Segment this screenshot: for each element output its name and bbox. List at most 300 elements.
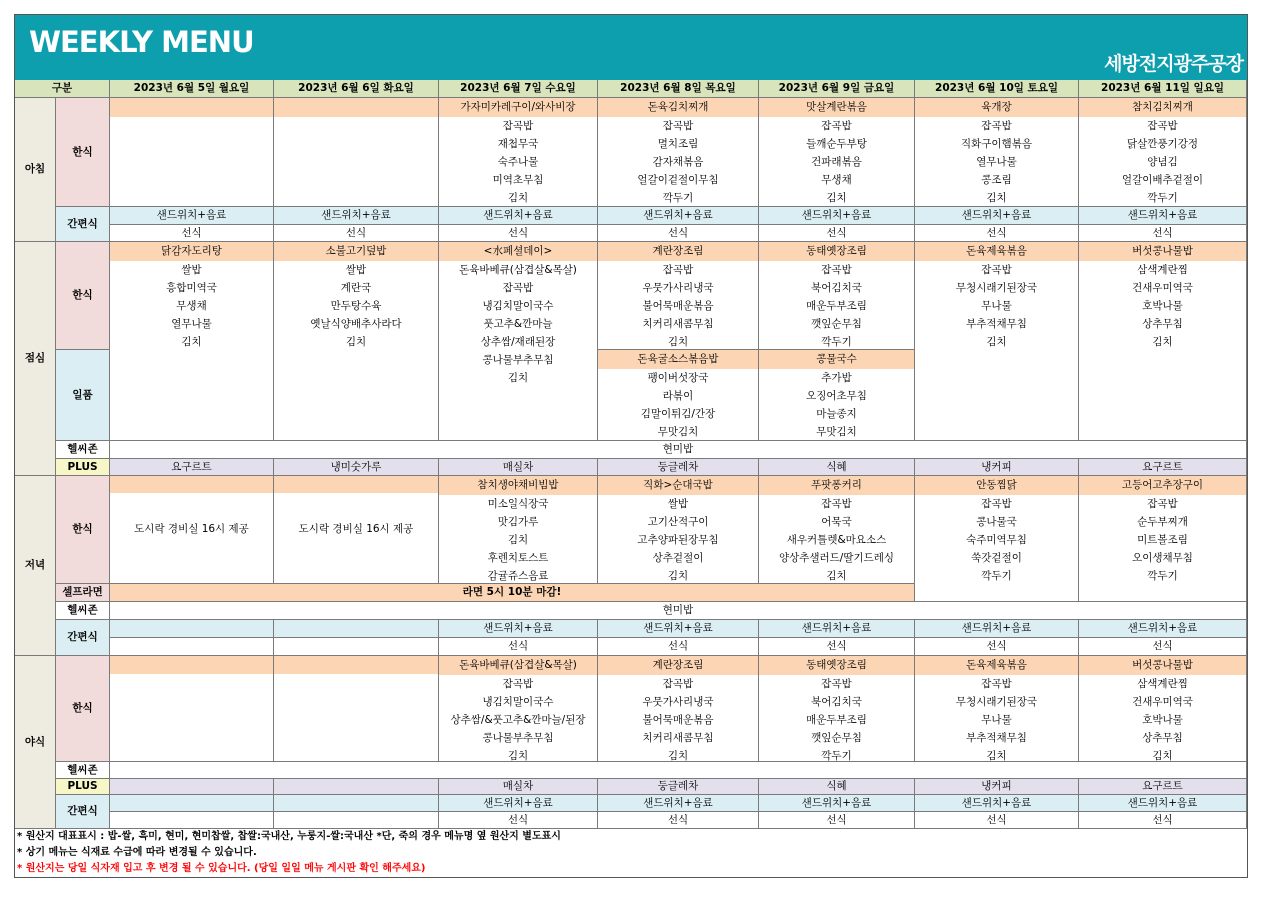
- main-dish: 안동찜닭: [915, 476, 1078, 495]
- menu-item: 북어김치국: [811, 282, 862, 294]
- main-dish: 육개장: [915, 98, 1078, 117]
- main-dish: 계란장조림: [598, 242, 758, 261]
- plus-item: [598, 459, 759, 476]
- menu-item: 깻잎순무침: [811, 732, 862, 744]
- seonsik-cell: [1079, 638, 1247, 656]
- menu-item: 샌드위치+음료: [643, 796, 713, 809]
- menu-item: 선식: [826, 640, 847, 652]
- night-menu: [759, 656, 915, 762]
- menu-item: 김치: [667, 570, 689, 582]
- menu-item: 잡곡밥: [821, 264, 852, 276]
- sandwich-cell: [110, 207, 274, 225]
- menu-item: 냉커피: [981, 460, 1012, 473]
- main-dish: 돈육김치찌개: [598, 98, 758, 117]
- menu-item: 잡곡밥: [821, 498, 852, 510]
- ilpum-menu: [759, 350, 915, 441]
- day-header: [1079, 80, 1247, 98]
- menu-item: 2023년 6월 8일 목요일: [620, 82, 736, 94]
- menu-item: 잡곡밥: [981, 498, 1012, 510]
- main-dish: 참치생야채비빔밥: [439, 476, 597, 495]
- menu-item: 간편식: [67, 217, 98, 230]
- menu-item: 불어묵매운볶음: [642, 300, 714, 312]
- health-zone-lunch: [110, 441, 1247, 459]
- menu-item: 잡곡밥: [981, 264, 1012, 276]
- menu-item: 샌드위치+음료: [961, 796, 1032, 809]
- sandwich-cell: [915, 795, 1079, 812]
- menu-item: 상추쌈/재래된장: [480, 336, 556, 348]
- menu-item: 깍두기: [821, 336, 852, 348]
- menu-item: 도시락 경비실 16시 제공: [298, 523, 414, 535]
- menu-item: 콩나물부추무침: [482, 354, 554, 366]
- breakfast-menu: [915, 98, 1079, 207]
- empty-cell: [274, 656, 439, 762]
- menu-item: 깍두기: [981, 570, 1012, 582]
- menu-item: 잡곡밥: [1147, 498, 1178, 510]
- menu-item: 선식: [986, 640, 1007, 652]
- main-dish: 닭감자도리탕: [110, 242, 273, 261]
- menu-item: 불어묵매운볶음: [642, 714, 714, 726]
- empty-cell: [274, 620, 439, 638]
- menu-item: 콩조림: [981, 174, 1012, 186]
- menu-item: 잡곡밥: [502, 282, 534, 294]
- main-dish: 참치김치찌개: [1079, 98, 1246, 117]
- main-dish-band: [274, 476, 438, 493]
- menu-item: 잡곡밥: [1147, 120, 1178, 132]
- menu-item: 샌드위치+음료: [483, 622, 553, 634]
- menu-item: 식혜: [826, 780, 847, 792]
- empty-cell: [110, 795, 274, 812]
- day-header: [439, 80, 598, 98]
- night-menu: [915, 656, 1079, 762]
- menu-item: 오이생채무침: [1132, 552, 1193, 564]
- main-dish: 소불고기덮밥: [274, 242, 438, 261]
- menu-item: 샌드위치+음료: [801, 209, 872, 221]
- menu-item: 둥글레차: [657, 460, 699, 473]
- menu-item: 들깨순두부탕: [806, 138, 867, 150]
- sub-label-health: [56, 762, 110, 779]
- sandwich-cell: [1079, 620, 1247, 638]
- main-dish: <水페셜데이>: [439, 242, 597, 261]
- menu-item: 2023년 6월 6일 화요일: [298, 82, 414, 94]
- menu-item: 김치: [181, 336, 202, 348]
- plus-item: [439, 459, 598, 476]
- menu-item: 무나물: [981, 714, 1012, 726]
- main-dish-band: [274, 98, 438, 117]
- sub-label-ganpyeon: [56, 207, 110, 242]
- sandwich-cell: [439, 795, 598, 812]
- menu-item: 숙주미역무침: [966, 534, 1027, 546]
- footnote-origin: * 원산지 대표표시 : 밥-쌀, 흑미, 현미, 현미찹쌀, 찹쌀:국내산, 누룽지-쌀:국내산 *단, 죽의 경우 메뉴명 옆 원산지 별도표시: [17, 831, 561, 842]
- menu-item: 잡곡밥: [821, 678, 852, 690]
- plus-item: [915, 779, 1079, 795]
- menu-item: 선식: [986, 226, 1007, 239]
- main-dish: 동태옛장조림: [759, 242, 914, 261]
- menu-item: 닭살깐풍기강정: [1126, 138, 1198, 150]
- menu-item: 건새우미역국: [1132, 282, 1193, 294]
- menu-item: 냉미숫가루: [330, 460, 382, 473]
- menu-item: 잡곡밥: [981, 678, 1012, 690]
- lunchbox-cell: [110, 476, 274, 584]
- sub-label-plus: [56, 779, 110, 795]
- menu-item: 구분: [51, 82, 73, 94]
- menu-item: 선식: [1152, 813, 1173, 826]
- menu-item: 김치: [986, 336, 1007, 348]
- menu-item: 열무나물: [171, 318, 212, 330]
- menu-item: 콩나물부추무침: [482, 732, 554, 744]
- menu-item: 상추쌈/&풋고추&깐마늘/된장: [450, 714, 586, 726]
- meal-label-dinner: [15, 476, 56, 656]
- empty-cell: [110, 620, 274, 638]
- menu-item: 잡곡밥: [981, 120, 1012, 132]
- seonsik-cell: [598, 225, 759, 242]
- menu-item: 계란국: [340, 282, 372, 294]
- health-zone-night: [110, 762, 1247, 779]
- menu-item: 샌드위치+음료: [483, 209, 553, 221]
- main-dish: 가자미카레구이/와사비장: [439, 98, 597, 117]
- menu-item: 부추적채무침: [966, 732, 1027, 744]
- menu-item: 깍두기: [1147, 570, 1178, 582]
- seonsik-cell: [439, 638, 598, 656]
- sub-label-health: [56, 441, 110, 459]
- header-gubun: [15, 80, 110, 98]
- menu-item: 선식: [181, 226, 202, 239]
- menu-item: 건파래볶음: [811, 156, 862, 168]
- dinner-menu: [439, 476, 598, 584]
- sub-label-selfbar: [56, 584, 110, 602]
- menu-item: 양념김: [1147, 156, 1178, 168]
- sandwich-cell: [1079, 207, 1247, 225]
- menu-item: 쑥갓겉절이: [971, 552, 1022, 564]
- menu-item: 라볶이: [662, 390, 694, 402]
- header-banner: [15, 15, 1247, 80]
- menu-item: 쌀밥: [181, 264, 202, 276]
- menu-item: 저녁: [24, 559, 46, 571]
- menu-item: 고기산적구이: [647, 516, 709, 528]
- menu-item: 깻잎순무침: [811, 318, 862, 330]
- menu-item: 만두탕수육: [330, 300, 382, 312]
- menu-item: 현미밥: [662, 604, 694, 616]
- sub-label-ganpyeon: [56, 620, 110, 656]
- menu-item: 매실차: [502, 780, 534, 792]
- menu-item: 삼색계란찜: [1137, 678, 1188, 690]
- menu-item: 선식: [826, 226, 847, 239]
- plus-item: [598, 779, 759, 795]
- menu-item: 도시락 경비실 16시 제공: [134, 523, 249, 535]
- menu-item: 얼갈이배추겉절이: [1121, 174, 1204, 186]
- menu-item: 선식: [1152, 640, 1173, 652]
- menu-item: 흥합미역국: [166, 282, 217, 294]
- dinner-menu: [915, 476, 1079, 602]
- main-dish-band: [110, 98, 273, 117]
- menu-item: 샌드위치+음료: [961, 209, 1032, 221]
- lunch-menu: [439, 242, 598, 441]
- menu-item: 요구르트: [1142, 780, 1183, 792]
- lunchbox-cell: [274, 476, 439, 584]
- menu-item: 2023년 6월 11일 일요일: [1101, 82, 1224, 94]
- footnotes: [17, 829, 561, 877]
- menu-item: 선식: [667, 640, 689, 652]
- main-dish: 계란장조림: [598, 656, 758, 675]
- menu-item: 치커리새콤무침: [642, 318, 714, 330]
- plus-item: [1079, 459, 1247, 476]
- menu-item: 옛날식양배추사라다: [310, 318, 402, 330]
- menu-item: 잡곡밥: [502, 678, 534, 690]
- sub-label-plus: [56, 459, 110, 476]
- seonsik-cell: [759, 225, 915, 242]
- menu-item: 깍두기: [821, 750, 852, 762]
- main-dish: 직화>순대국밥: [598, 476, 758, 495]
- night-menu: [1079, 656, 1247, 762]
- sandwich-cell: [759, 207, 915, 225]
- breakfast-menu: [1079, 98, 1247, 207]
- menu-item: 점심: [24, 352, 46, 364]
- menu-item: 김치: [667, 336, 689, 348]
- sandwich-cell: [598, 795, 759, 812]
- sandwich-cell: [439, 207, 598, 225]
- menu-item: 직화구이햄볶음: [960, 138, 1032, 150]
- main-dish: 푸팟퐁커리: [759, 476, 914, 495]
- seonsik-cell: [915, 812, 1079, 829]
- seonsik-cell: [439, 812, 598, 829]
- main-dish-band: [110, 476, 273, 493]
- plus-item: [274, 779, 439, 795]
- menu-item: 고추양파된장무침: [637, 534, 719, 546]
- menu-item: 오징어초무침: [806, 390, 867, 402]
- plus-item: [439, 779, 598, 795]
- menu-item: 2023년 6월 5일 월요일: [133, 82, 250, 94]
- dinner-menu: [1079, 476, 1247, 602]
- footnote-warning: * 원산지는 당일 식자재 입고 후 변경 될 수 있습니다. (당일 일일 메뉴 게시판 확인 해주세요): [17, 863, 426, 874]
- menu-item: 김치: [826, 192, 847, 204]
- seonsik-cell: [759, 812, 915, 829]
- menu-item: 샌드위치+음료: [156, 209, 227, 221]
- menu-item: 아침: [24, 163, 46, 175]
- menu-item: 2023년 6월 7일 수요일: [460, 82, 576, 94]
- sandwich-cell: [759, 620, 915, 638]
- sub-label-hansik: [56, 98, 110, 207]
- main-dish: 버섯콩나물밥: [1079, 242, 1246, 261]
- sub-label-ganpyeon: [56, 795, 110, 829]
- menu-item: 샌드위치+음료: [1127, 796, 1198, 809]
- menu-item: 김치: [1152, 750, 1173, 762]
- day-header: [759, 80, 915, 98]
- menu-item: 샌드위치+음료: [961, 622, 1032, 634]
- dinner-menu: [598, 476, 759, 584]
- main-dish: 돈육제육볶음: [915, 656, 1078, 675]
- menu-item: 치커리새콤무침: [642, 732, 714, 744]
- seonsik-cell: [1079, 812, 1247, 829]
- empty-cell: [110, 98, 274, 207]
- menu-item: 김치: [507, 192, 529, 204]
- menu-item: 김치: [986, 192, 1007, 204]
- seonsik-cell: [110, 225, 274, 242]
- seonsik-cell: [598, 812, 759, 829]
- menu-item: 무생채: [176, 300, 207, 312]
- night-menu: [598, 656, 759, 762]
- ilpum-title: 콩물국수: [759, 350, 914, 369]
- day-header: [915, 80, 1079, 98]
- menu-item: 한식: [72, 702, 93, 714]
- menu-item: 무생채: [821, 174, 852, 186]
- menu-item: 요구르트: [171, 460, 212, 473]
- menu-item: 상추무침: [1142, 318, 1183, 330]
- plus-item: [759, 459, 915, 476]
- sub-label-ilpum: [56, 350, 110, 441]
- menu-item: 라면 5시 10분 마감!: [462, 586, 562, 598]
- breakfast-menu: [439, 98, 598, 207]
- menu-item: 잡곡밥: [662, 264, 694, 276]
- page-title: WEEKLY MENU: [29, 25, 254, 59]
- menu-item: 부추적채무침: [966, 318, 1027, 330]
- menu-item: 김치: [507, 534, 529, 546]
- menu-item: 열무나물: [976, 156, 1017, 168]
- menu-item: 선식: [1152, 226, 1173, 239]
- menu-item: 무맛김치: [816, 426, 857, 438]
- sandwich-cell: [598, 620, 759, 638]
- menu-item: 선식: [507, 226, 529, 239]
- sub-label-hansik: [56, 476, 110, 584]
- menu-item: 풋고추&깐마늘: [483, 318, 553, 330]
- menu-item: 2023년 6월 10일 토요일: [935, 82, 1058, 94]
- sandwich-cell: [274, 207, 439, 225]
- seonsik-cell: [439, 225, 598, 242]
- main-dish: 맛살계란볶음: [759, 98, 914, 117]
- day-header: [598, 80, 759, 98]
- menu-item: 한식: [72, 289, 93, 301]
- menu-item: 양상추샐러드/딸기드레싱: [778, 552, 895, 564]
- lunch-menu: [110, 242, 274, 441]
- lunch-menu: [1079, 242, 1247, 441]
- menu-item: 마늘종지: [816, 408, 857, 420]
- menu-item: 일품: [72, 388, 93, 401]
- seonsik-cell: [759, 638, 915, 656]
- night-menu: [439, 656, 598, 762]
- menu-item: 헬씨존: [67, 763, 98, 776]
- menu-item: 깍두기: [662, 192, 694, 204]
- menu-item: 미역초무침: [492, 174, 544, 186]
- empty-cell: [274, 795, 439, 812]
- seonsik-cell: [274, 225, 439, 242]
- menu-item: 김치: [1152, 336, 1173, 348]
- menu-item: 삼색계란찜: [1137, 264, 1188, 276]
- sandwich-cell: [1079, 795, 1247, 812]
- menu-item: 순두부찌개: [1137, 516, 1188, 528]
- seonsik-cell: [915, 225, 1079, 242]
- menu-item: 샌드위치+음료: [643, 622, 713, 634]
- main-dish-band: [110, 656, 273, 674]
- menu-item: 잡곡밥: [502, 120, 534, 132]
- menu-item: 무맛김치: [657, 426, 699, 438]
- menu-item: 샌드위치+음료: [1127, 622, 1198, 634]
- menu-item: 매운두부조림: [806, 714, 867, 726]
- menu-item: 멸치조림: [657, 138, 699, 150]
- menu-item: 돈육바베큐(삼겹살&목살): [459, 264, 577, 276]
- lunch-menu: [274, 242, 439, 441]
- menu-item: 우뭇가사리냉국: [642, 696, 714, 708]
- meal-label-breakfast: [15, 98, 56, 242]
- sandwich-cell: [915, 620, 1079, 638]
- sandwich-cell: [759, 795, 915, 812]
- menu-item: 헬씨존: [67, 604, 98, 616]
- plus-item: [110, 459, 274, 476]
- menu-item: 선식: [667, 813, 689, 826]
- menu-item: PLUS: [67, 780, 98, 792]
- menu-item: 식혜: [826, 460, 847, 473]
- menu-item: 무나물: [981, 300, 1012, 312]
- menu-item: 매운두부조림: [806, 300, 867, 312]
- plus-item: [915, 459, 1079, 476]
- menu-item: 호박나물: [1142, 300, 1183, 312]
- sandwich-cell: [439, 620, 598, 638]
- menu-item: 김치: [667, 750, 689, 762]
- sub-label-health: [56, 602, 110, 620]
- menu-item: 매실차: [502, 460, 534, 473]
- menu-item: 김치: [986, 750, 1007, 762]
- menu-item: 한식: [72, 145, 93, 158]
- main-dish-band: [274, 656, 438, 674]
- menu-item: 선식: [507, 813, 529, 826]
- menu-item: 요구르트: [1142, 460, 1183, 473]
- menu-item: 냉김치말이국수: [482, 696, 554, 708]
- menu-item: 선식: [986, 813, 1007, 826]
- menu-item: 북어김치국: [811, 696, 862, 708]
- sub-label-hansik: [56, 242, 110, 350]
- menu-item: 김치: [345, 336, 367, 348]
- main-dish: 버섯콩나물밥: [1079, 656, 1246, 675]
- empty-cell: [110, 638, 274, 656]
- menu-item: 미트볼조림: [1137, 534, 1188, 546]
- menu-item: 잡곡밥: [821, 120, 852, 132]
- dinner-menu: [759, 476, 915, 584]
- plus-item: [1079, 779, 1247, 795]
- menu-item: 냉김치말이국수: [482, 300, 554, 312]
- ilpum-title: 돈육굴소스볶음밥: [598, 350, 758, 369]
- lunch-menu: [759, 242, 915, 350]
- menu-item: 선식: [667, 226, 689, 239]
- menu-item: 현미밥: [662, 443, 694, 455]
- menu-item: 둥글레차: [657, 780, 699, 792]
- menu-item: 냉커피: [981, 780, 1012, 792]
- menu-item: 팽이버섯장국: [647, 372, 709, 384]
- menu-item: 잡곡밥: [662, 120, 694, 132]
- main-dish: 고등어고추장구이: [1079, 476, 1246, 495]
- menu-item: 미소일식장국: [487, 498, 549, 510]
- day-header: [274, 80, 439, 98]
- menu-item: 2023년 6월 9일 금요일: [778, 82, 895, 94]
- menu-item: 건새우미역국: [1132, 696, 1193, 708]
- menu-item: 셀프라면: [62, 586, 103, 598]
- menu-item: 우뭇가사리냉국: [642, 282, 714, 294]
- plus-item: [274, 459, 439, 476]
- breakfast-menu: [598, 98, 759, 207]
- empty-cell: [274, 638, 439, 656]
- day-header: [110, 80, 274, 98]
- menu-item: 감귤쥬스음료: [487, 570, 549, 582]
- sandwich-cell: [598, 207, 759, 225]
- empty-cell: [110, 812, 274, 829]
- menu-item: 재첩무국: [497, 138, 539, 150]
- meal-label-lunch: [15, 242, 56, 476]
- menu-item: 쌀밥: [345, 264, 367, 276]
- footnote-change: * 상기 메뉴는 식재료 수급에 따라 변경될 수 있습니다.: [17, 847, 257, 858]
- menu-item: 무청시래기된장국: [955, 282, 1038, 294]
- empty-cell: [110, 656, 274, 762]
- empty-cell: [274, 98, 439, 207]
- menu-item: 상추겉절이: [652, 552, 704, 564]
- menu-item: 새우커틀렛&마요소스: [786, 534, 887, 546]
- menu-item: 샌드위치+음료: [643, 209, 713, 221]
- menu-item: 간편식: [67, 805, 98, 817]
